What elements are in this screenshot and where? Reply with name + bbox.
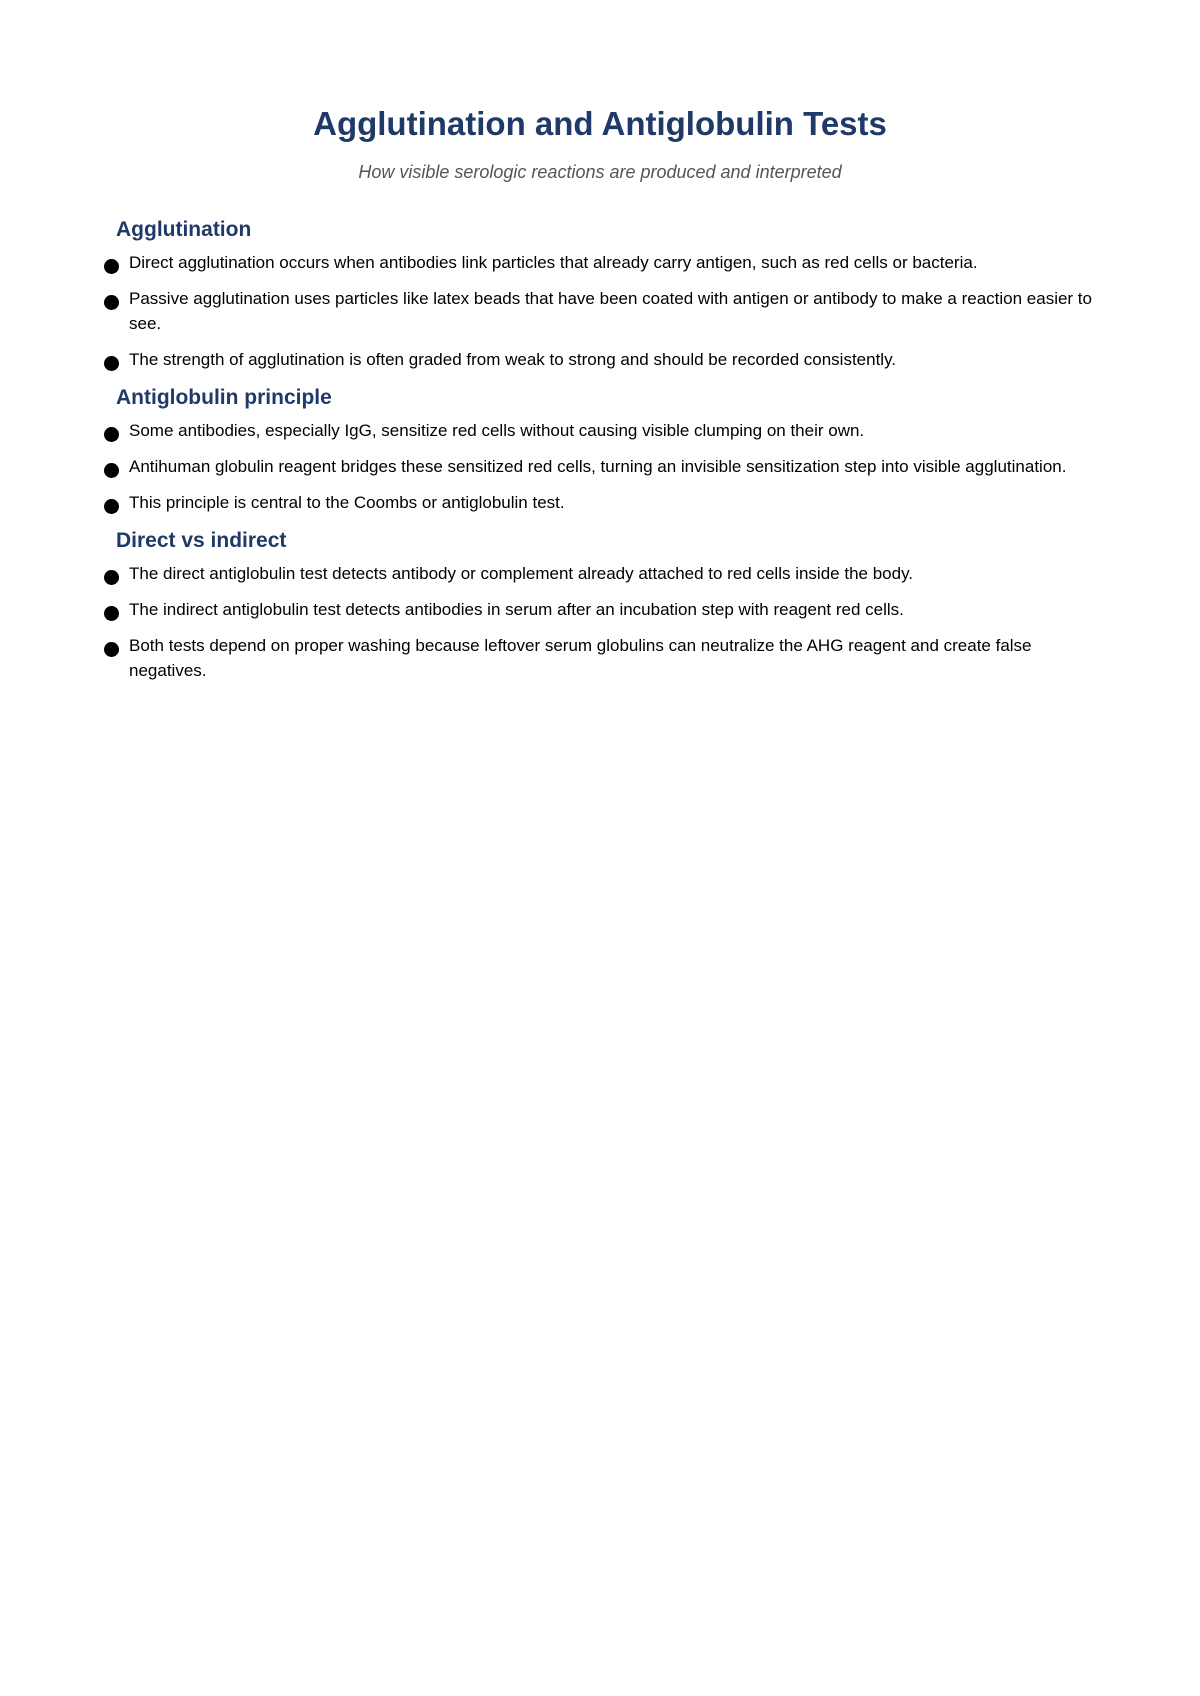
list-item-text: This principle is central to the Coombs or antiglobulin test. xyxy=(129,493,565,512)
list-item xyxy=(104,250,1094,275)
list-item xyxy=(104,418,1094,443)
list-item-text: Antihuman globulin reagent bridges these sensitized red cells, turning an invisible sensitization step into visible agglutination. xyxy=(129,457,1067,476)
bullet-icon xyxy=(104,427,119,442)
list-item-text: Passive agglutination uses particles like latex beads that have been coated with antigen or antibody to make a reaction easier to see. xyxy=(129,289,1092,333)
document-body xyxy=(104,216,1094,695)
bullet-icon xyxy=(104,606,119,621)
section-direct-vs-indirect xyxy=(104,527,1094,683)
section-heading: Agglutination xyxy=(116,218,252,241)
list-item xyxy=(104,633,1094,683)
bullet-list xyxy=(104,250,1094,372)
list-item xyxy=(104,454,1094,479)
list-item-text: The indirect antiglobulin test detects antibodies in serum after an incubation step with reagent red cells. xyxy=(129,600,904,619)
section-heading: Direct vs indirect xyxy=(116,529,287,552)
list-item xyxy=(104,561,1094,586)
section-antiglobulin-principle xyxy=(104,384,1094,515)
list-item-text: Direct agglutination occurs when antibodies link particles that already carry antigen, such as red cells or bacteria. xyxy=(129,253,978,272)
bullet-icon xyxy=(104,295,119,310)
list-item xyxy=(104,347,1094,372)
bullet-icon xyxy=(104,259,119,274)
page-title: Agglutination and Antiglobulin Tests xyxy=(313,105,887,142)
bullet-list xyxy=(104,418,1094,515)
list-item-text: The direct antiglobulin test detects antibody or complement already attached to red cells inside the body. xyxy=(129,564,914,583)
page-subtitle: How visible serologic reactions are produced and interpreted xyxy=(358,162,842,182)
list-item xyxy=(104,597,1094,622)
section-agglutination xyxy=(104,216,1094,372)
list-item xyxy=(104,286,1094,336)
section-heading: Antiglobulin principle xyxy=(116,386,332,409)
list-item-text: Some antibodies, especially IgG, sensitize red cells without causing visible clumping on their own. xyxy=(129,421,865,440)
list-item xyxy=(104,490,1094,515)
list-item-text: The strength of agglutination is often graded from weak to strong and should be recorded consistently. xyxy=(129,350,897,369)
bullet-icon xyxy=(104,356,119,371)
list-item-text: Both tests depend on proper washing because leftover serum globulins can neutralize the AHG reagent and create false negatives. xyxy=(129,636,1032,680)
bullet-icon xyxy=(104,463,119,478)
bullet-list xyxy=(104,561,1094,683)
bullet-icon xyxy=(104,642,119,657)
bullet-icon xyxy=(104,499,119,514)
bullet-icon xyxy=(104,570,119,585)
